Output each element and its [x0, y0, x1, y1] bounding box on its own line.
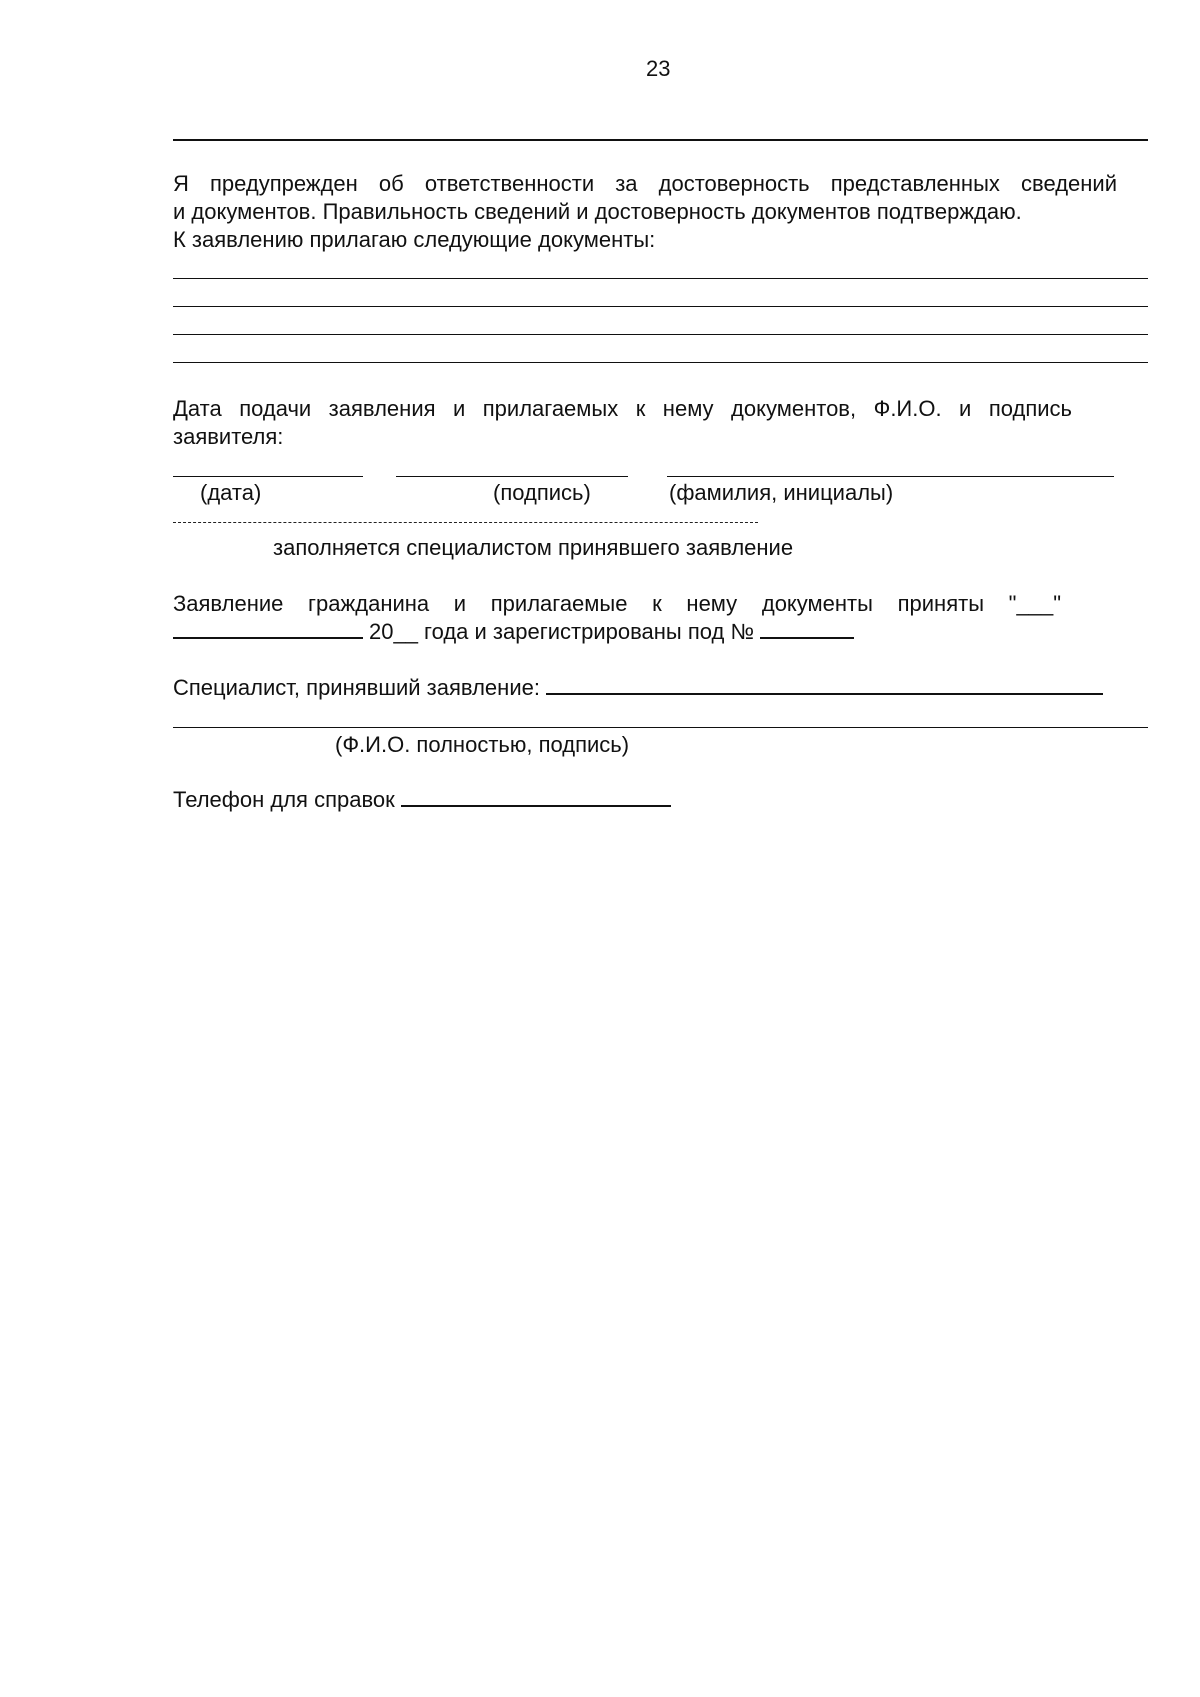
signature-caption: (подпись)	[493, 480, 591, 505]
specialist-second-line[interactable]	[173, 727, 1148, 728]
accepted-line-1: Заявление гражданина и прилагаемые к нему документы приняты "___"	[173, 591, 1061, 616]
page-number: 23	[646, 56, 671, 81]
specialist-caption: (Ф.И.О. полностью, подпись)	[335, 732, 630, 757]
phone-blank[interactable]	[401, 787, 671, 807]
phone-line	[173, 787, 671, 813]
specialist-label: Специалист, принявший заявление:	[173, 675, 540, 700]
date-caption: (дата)	[200, 480, 262, 505]
submission-line-1: Дата подачи заявления и прилагаемых к нему документов, Ф.И.О. и подпись	[173, 396, 1072, 421]
attached-documents-line[interactable]	[173, 278, 1148, 279]
header-rule	[173, 139, 1148, 141]
declaration-line-2: и документов. Правильность сведений и достоверность документов подтверждаю.	[173, 199, 1022, 224]
accepted-line-2	[173, 619, 854, 645]
attached-documents-line[interactable]	[173, 362, 1148, 363]
specialist-name-blank[interactable]	[546, 675, 1103, 695]
attached-documents-line[interactable]	[173, 334, 1148, 335]
signature-line[interactable]	[396, 476, 628, 477]
accepted-year-text: 20__ года и зарегистрированы под №	[369, 619, 755, 644]
submission-line-2: заявителя:	[173, 424, 284, 449]
full-name-line[interactable]	[667, 476, 1114, 477]
full-name-caption: (фамилия, инициалы)	[669, 480, 894, 505]
declaration-line-1: Я предупрежден об ответственности за достоверность представленных сведений	[173, 171, 1117, 196]
day-month-blank[interactable]	[173, 619, 363, 639]
registration-number-blank[interactable]	[760, 619, 854, 639]
specialist-label-line	[173, 675, 1103, 701]
dashed-separator	[173, 522, 758, 523]
specialist-note: заполняется специалистом принявшего заявление	[273, 535, 794, 560]
attached-documents-line[interactable]	[173, 306, 1148, 307]
date-signature-line[interactable]	[173, 476, 363, 477]
phone-label: Телефон для справок	[173, 787, 395, 812]
declaration-line-3: К заявлению прилагаю следующие документы:	[173, 227, 656, 252]
